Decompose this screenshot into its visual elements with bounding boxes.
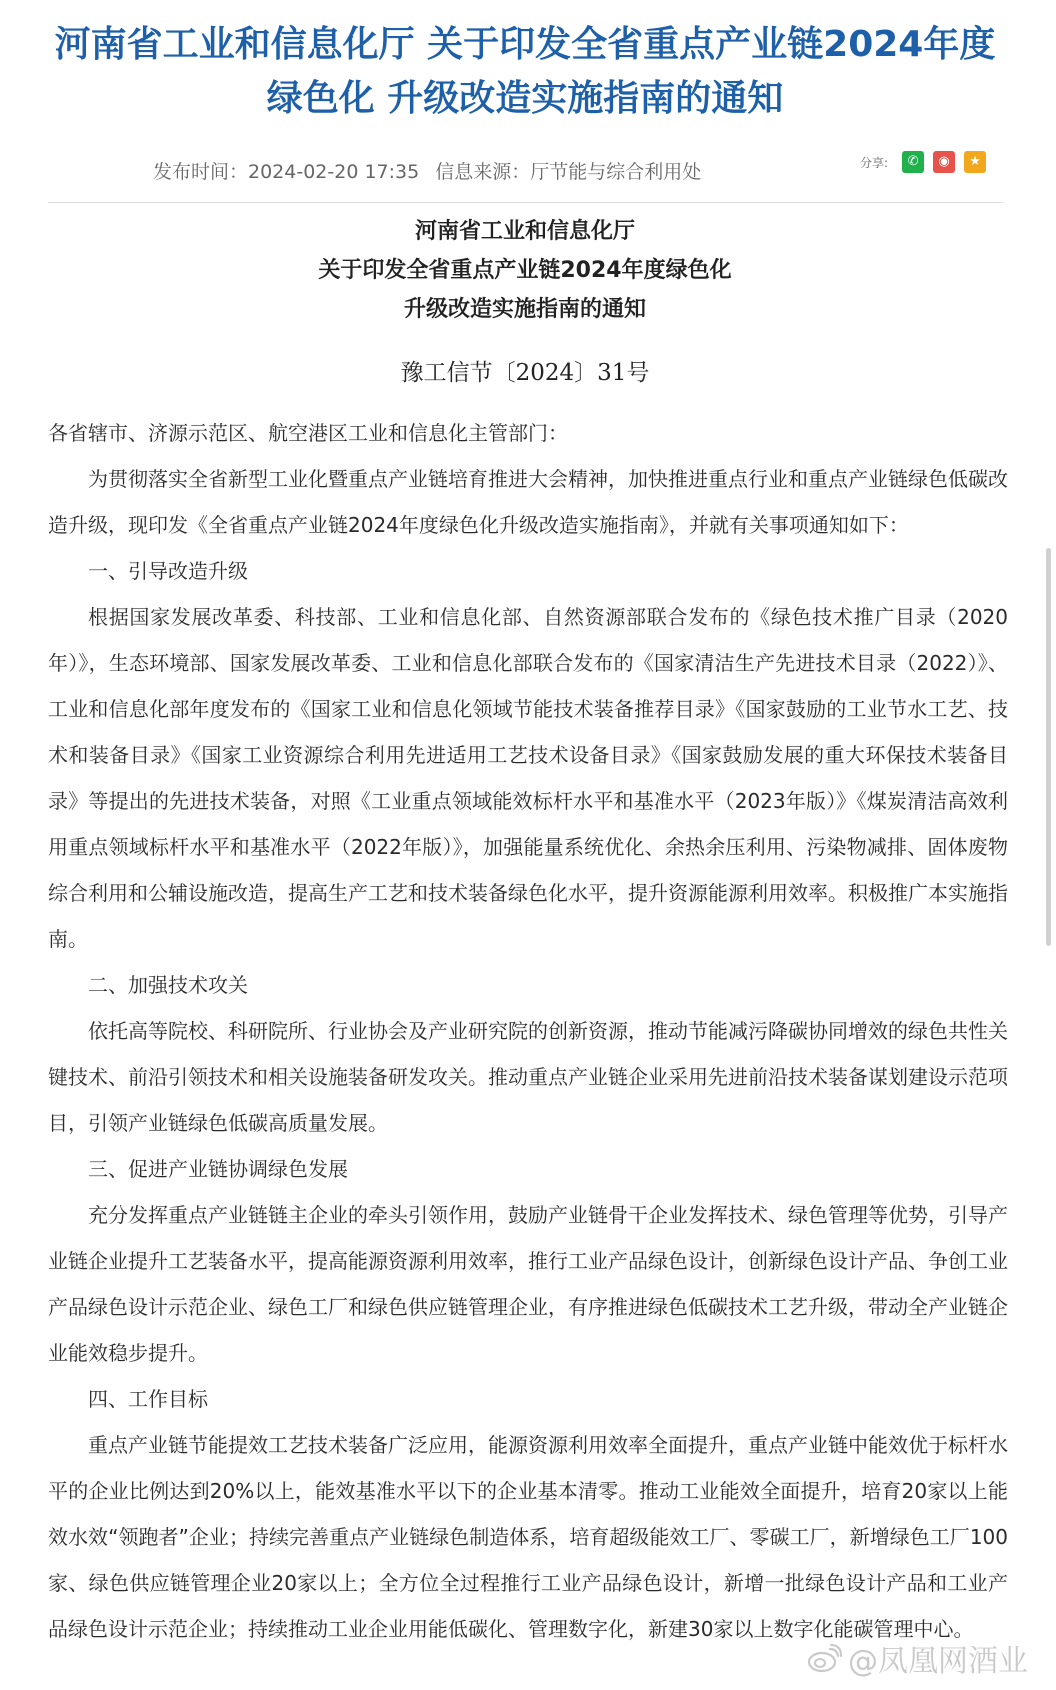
salutation: 各省辖市、济源示范区、航空港区工业和信息化主管部门： bbox=[48, 421, 568, 445]
article-meta bbox=[153, 157, 711, 184]
scrollbar-thumb[interactable] bbox=[1046, 548, 1051, 946]
share-bar bbox=[860, 151, 995, 173]
document-heading-line-1: 河南省工业和信息化厅 bbox=[414, 219, 635, 244]
weibo-logo-icon bbox=[806, 1643, 842, 1673]
document-heading-line-3: 升级改造实施指南的通知 bbox=[403, 297, 646, 322]
weibo-icon: ◉ bbox=[938, 154, 950, 169]
weibo-share-button[interactable] bbox=[933, 151, 955, 173]
section-heading-3: 三、促进产业链协调绿色发展 bbox=[88, 1157, 348, 1181]
watermark-text: @凤凰网酒业 bbox=[848, 1644, 1028, 1679]
section-1-paragraph: 根据国家发展改革委、科技部、工业和信息化部、自然资源部联合发布的《绿色技术推广目录（2020年）》，生态环境部、国家发展改革委、工业和信息化部联合发布的《国家清洁生产先进技术目录（2022）》、工业和信息化部年度发布的《国家工业和信息化领域节能技术装备推荐目录》《国家鼓励的工业节水工艺、技术和装备目录》《国家工业资源综合利用先进适用工艺技术设备目录》《国家鼓励发展的重大环保技术装备目录》等提出的先进技术装备，对照《工业重点领域能效标杆水平和基准水平（2023年版）》《煤炭清洁高效利用重点领域标杆水平和基准水平（2022年版）》，加强能量系统优化、余热余压利用、污染物减排、固体废物综合利用和公辅设施改造，提高生产工艺和技术装备绿色化水平，提升资源能源利用效率。积极推广本实施指南。 bbox=[48, 605, 1008, 951]
intro-paragraph: 为贯彻落实全省新型工业化暨重点产业链培育推进大会精神，加快推进重点行业和重点产业链绿色低碳改造升级，现印发《全省重点产业链2024年度绿色化升级改造实施指南》，并就有关事项通知如下： bbox=[48, 467, 1008, 537]
document-body bbox=[48, 410, 1008, 1652]
document-heading-line-2: 关于印发全省重点产业链2024年度绿色化 bbox=[318, 258, 732, 283]
document-number: 豫工信节〔2024〕31号 bbox=[400, 360, 650, 386]
header-divider bbox=[48, 202, 1003, 203]
favorite-share-button[interactable] bbox=[964, 151, 986, 173]
publish-time: 发布时间：2024-02-20 17:35 bbox=[153, 161, 420, 183]
info-source: 信息来源：厅节能与综合利用处 bbox=[435, 161, 702, 183]
favorite-star-icon: ★ bbox=[969, 154, 981, 169]
section-heading-1: 一、引导改造升级 bbox=[88, 559, 248, 583]
section-heading-2: 二、加强技术攻关 bbox=[88, 973, 248, 997]
share-label: 分享: bbox=[860, 155, 889, 170]
section-4-paragraph: 重点产业链节能提效工艺技术装备广泛应用，能源资源利用效率全面提升，重点产业链中能效优于标杆水平的企业比例达到20%以上，能效基准水平以下的企业基本清零。推动工业能效全面提升，培育20家以上能效水效“领跑者”企业；持续完善重点产业链绿色制造体系，培育超级能效工厂、零碳工厂，新增绿色工厂100家、绿色供应链管理企业20家以上；全方位全过程推行工业产品绿色设计，新增一批绿色设计产品和工业产品绿色设计示范企业；持续推动工业企业用能低碳化、管理数字化，新建30家以上数字化能碳管理中心。 bbox=[48, 1433, 1008, 1641]
wechat-share-button[interactable] bbox=[902, 151, 924, 173]
wechat-icon: ✆ bbox=[907, 154, 919, 169]
scrollbar[interactable] bbox=[1046, 0, 1054, 1690]
page-title: 河南省工业和信息化厅 关于印发全省重点产业链2024年度绿色化 升级改造实施指南的通知 bbox=[54, 24, 996, 119]
watermark bbox=[806, 1636, 1028, 1680]
section-2-paragraph: 依托高等院校、科研院所、行业协会及产业研究院的创新资源，推动节能减污降碳协同增效的绿色共性关键技术、前沿引领技术和相关设施装备研发攻关。推动重点产业链企业采用先进前沿技术装备谋划建设示范项目，引领产业链绿色低碳高质量发展。 bbox=[48, 1019, 1008, 1135]
section-3-paragraph: 充分发挥重点产业链链主企业的牵头引领作用，鼓励产业链骨干企业发挥技术、绿色管理等优势，引导产业链企业提升工艺装备水平，提高能源资源利用效率，推行工业产品绿色设计，创新绿色设计产品、争创工业产品绿色设计示范企业、绿色工厂和绿色供应链管理企业，有序推进绿色低碳技术工艺升级，带动全产业链企业能效稳步提升。 bbox=[48, 1203, 1008, 1365]
section-heading-4: 四、工作目标 bbox=[88, 1387, 208, 1411]
